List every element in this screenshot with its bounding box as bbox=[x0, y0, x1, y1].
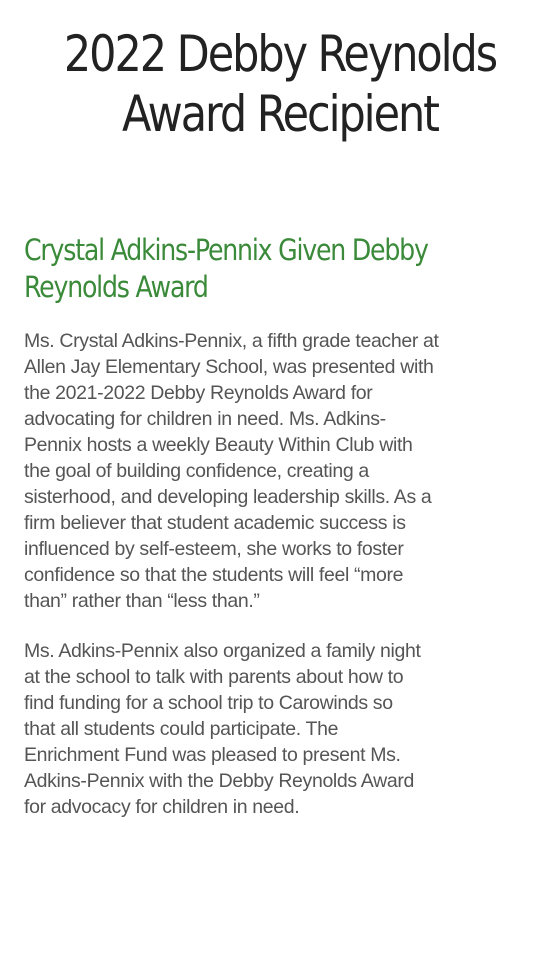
body-line: that all students could participate. The bbox=[24, 718, 339, 740]
article-heading bbox=[24, 232, 529, 306]
page-title bbox=[60, 0, 500, 144]
body-line: Enrichment Fund was pleased to present Ms. bbox=[24, 744, 401, 766]
body-line: than” rather than “less than.” bbox=[24, 590, 260, 612]
article-body bbox=[24, 328, 536, 820]
body-line: the goal of building confidence, creating a bbox=[24, 460, 369, 482]
body-line: for advocacy for children in need. bbox=[24, 796, 300, 818]
body-line: confidence so that the students will feel “more bbox=[24, 564, 404, 586]
body-line: at the school to talk with parents about how to bbox=[24, 666, 404, 688]
body-line: firm believer that student academic success is bbox=[24, 512, 406, 534]
body-line: Ms. Crystal Adkins-Pennix, a fifth grade teacher at bbox=[24, 330, 439, 352]
body-line: Pennix hosts a weekly Beauty Within Club with bbox=[24, 434, 413, 456]
body-line: Adkins-Pennix with the Debby Reynolds Award bbox=[24, 770, 414, 792]
body-line: Allen Jay Elementary School, was presented with bbox=[24, 356, 434, 378]
body-line: find funding for a school trip to Carowinds so bbox=[24, 692, 393, 714]
article-heading-line: Reynolds Award bbox=[24, 270, 208, 304]
body-line: influenced by self-esteem, she works to foster bbox=[24, 538, 404, 560]
page-title-line: Award Recipient bbox=[122, 85, 438, 143]
paragraph-2 bbox=[24, 638, 536, 820]
body-line: the 2021-2022 Debby Reynolds Award for bbox=[24, 382, 373, 404]
body-line: sisterhood, and developing leadership skills. As a bbox=[24, 486, 432, 508]
body-line: advocating for children in need. Ms. Adkins- bbox=[24, 408, 386, 430]
body-line: Ms. Adkins-Pennix also organized a family night bbox=[24, 640, 421, 662]
article-heading-line: Crystal Adkins-Pennix Given Debby bbox=[24, 233, 428, 267]
page-title-line: 2022 Debby Reynolds bbox=[63, 25, 497, 83]
paragraph-1 bbox=[24, 328, 536, 614]
